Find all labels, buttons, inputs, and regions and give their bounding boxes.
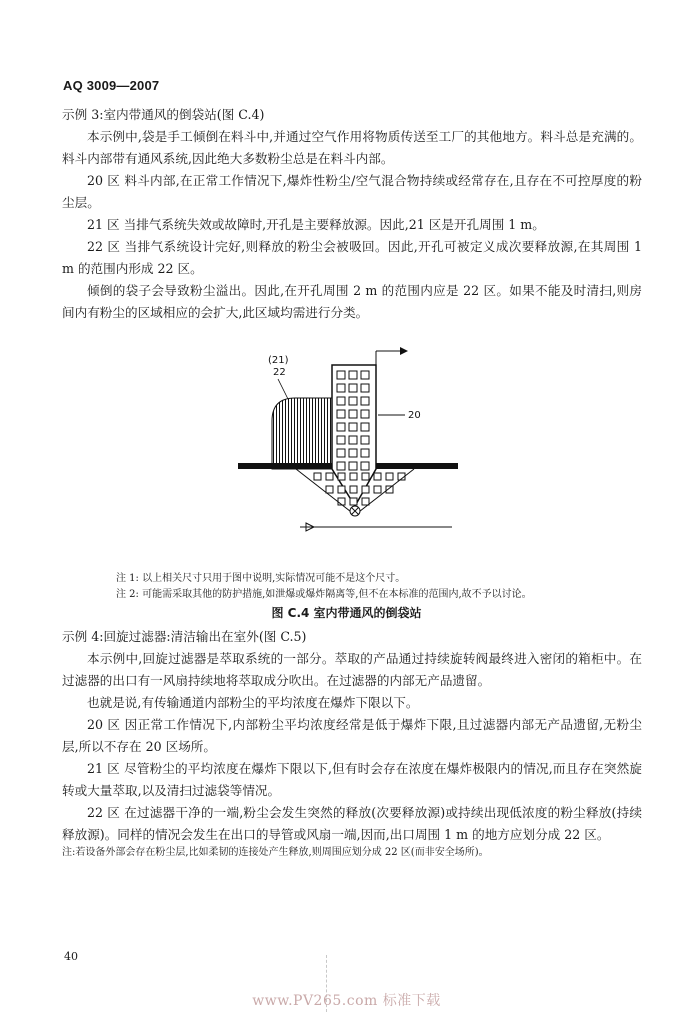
- grid-square: [362, 498, 369, 505]
- example3-zone22: 22 区 当排气系统设计完好,则释放的粉尘会被吸回。因此,开孔可被定义成次要释放源,在其周围 1 m 的范围内形成 22 区。: [62, 239, 642, 276]
- grid-square: [374, 486, 381, 493]
- example3-zone21: 21 区 当排气系统失效或故障时,开孔是主要释放源。因此,21 区是开孔周围 1 m。: [87, 217, 545, 232]
- grid-square: [338, 473, 345, 480]
- example4-zone20: 20 区 因正常工作情况下,内部粉尘平均浓度经常是低于爆炸下限,且过滤器内部无产品遗留,无粉尘层,所以不存在 20 区场所。: [62, 717, 642, 754]
- grid-square: [326, 473, 333, 480]
- grid-square: [374, 473, 381, 480]
- grid-square: [337, 449, 345, 457]
- zone-20-label: 20: [408, 410, 421, 421]
- grid-square: [361, 371, 369, 379]
- example3-spill-paragraph: 倾倒的袋子会导致粉尘溢出。因此,在开孔周围 2 m 的范围内应是 22 区。如果不能及时清扫,则房间内有粉尘的区域相应的会扩大,此区域均需进行分类。: [62, 283, 642, 320]
- grid-square: [349, 384, 357, 392]
- grid-square: [349, 423, 357, 431]
- grid-square: [349, 397, 357, 405]
- grid-square: [338, 486, 345, 493]
- example3-paragraph: 本示例中,袋是手工倾倒在料斗中,并通过空气作用将物质传送至工厂的其他地方。料斗总是充满的。料斗内部带有通风系统,因此绝大多数粉尘总是在料斗内部。: [62, 129, 642, 166]
- grid-square: [337, 436, 345, 444]
- figure-caption: 图 C.4 室内带通风的倒袋站: [271, 606, 422, 620]
- example3-zone20: 20 区 料斗内部,在正常工作情况下,爆炸性粉尘/空气混合物持续或经常存在,且存在不可控厚度的粉尘层。: [62, 173, 642, 210]
- grid-square: [337, 462, 345, 470]
- page-number: 40: [64, 950, 78, 963]
- standard-code-header: AQ 3009—2007: [63, 78, 160, 93]
- grid-square: [337, 371, 345, 379]
- grid-square: [314, 473, 321, 480]
- grid-square: [361, 384, 369, 392]
- example4-title: 示例 4:回旋过滤器:清洁输出在室外(图 C.5): [62, 629, 307, 644]
- example4-zone22: 22 区 在过滤器干净的一端,粉尘会发生突然的释放(次要释放源)或持续出现低浓度的粉尘释放(持续释放源)。同样的情况会发生在出口的导管或风扇一端,因而,出口周围 1 m 的地方应划分成 22 区。: [62, 805, 642, 842]
- example3-title: 示例 3:室内带通风的倒袋站(图 C.4): [62, 107, 265, 122]
- example4-paragraph: 本示例中,回旋过滤器是萃取系统的一部分。萃取的产品通过持续旋转阀最终进入密闭的箱柜中。在过滤器的出口有一风扇持续地将萃取成分吹出。在过滤器的内部无产品遗留。: [62, 651, 642, 688]
- grid-square: [337, 384, 345, 392]
- grid-square: [350, 486, 357, 493]
- zone-22-label: 22: [273, 367, 286, 378]
- grid-square: [386, 473, 393, 480]
- grid-square: [337, 397, 345, 405]
- watermark: www.PV265.com 标准下载: [252, 993, 441, 1009]
- grid-square: [361, 462, 369, 470]
- bag-tipping-station-diagram: [230, 343, 470, 538]
- grid-square: [361, 423, 369, 431]
- grid-square: [350, 473, 357, 480]
- zone-22-hatched-area: [272, 398, 332, 469]
- figure-note-1: 注 1: 以上相关尺寸只用于图中说明,实际情况可能不是这个尺寸。: [116, 573, 406, 584]
- grid-square: [337, 423, 345, 431]
- grid-square: [361, 397, 369, 405]
- figure-note-2: 注 2: 可能需采取其他的防护措施,如泄爆或爆炸隔离等,但不在本标准的范围内,故不予以讨论。: [116, 589, 532, 600]
- grid-square: [349, 462, 357, 470]
- grid-square: [350, 498, 357, 505]
- grid-square: [361, 449, 369, 457]
- example4-zone21: 21 区 尽管粉尘的平均浓度在爆炸下限以下,但有时会存在浓度在爆炸极限内的情况,而且存在突然旋转或大量萃取,以及清扫过滤袋等情况。: [62, 761, 642, 798]
- grid-square: [349, 449, 357, 457]
- zone-21-label: (21): [268, 355, 289, 366]
- exhaust-arrow-icon: [400, 347, 408, 355]
- grid-square: [349, 410, 357, 418]
- grid-square: [362, 473, 369, 480]
- grid-square: [361, 410, 369, 418]
- grid-square: [326, 486, 333, 493]
- grid-square: [361, 436, 369, 444]
- example4-concentration-paragraph: 也就是说,有传输通道内部粉尘的平均浓度在爆炸下限以下。: [87, 695, 419, 710]
- grid-square: [349, 436, 357, 444]
- grid-square: [337, 410, 345, 418]
- grid-square: [349, 371, 357, 379]
- example4-note: 注:若设备外部会存在粉尘层,比如柔韧的连接处产生释放,则周围应划分成 22 区(而非安全场所)。: [62, 847, 489, 858]
- grid-square: [362, 486, 369, 493]
